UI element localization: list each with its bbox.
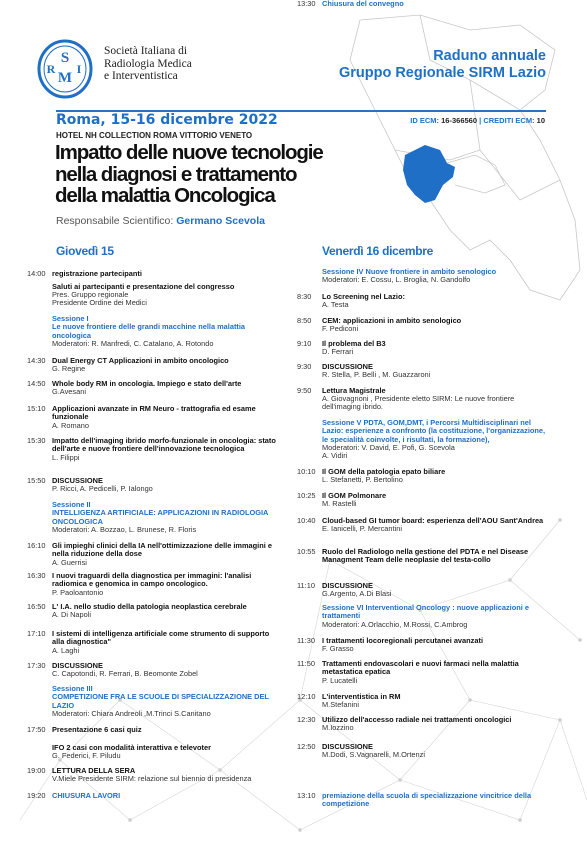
item-time: 15:10 <box>27 404 46 413</box>
item-title: Ruolo del Radiologo nella gestione del PDTA e nel Disease Managment Team delle neoplasie del testa-collo <box>322 547 529 565</box>
item-speakers: P. Ricci, A. Pedicelli, P. Ialongo <box>52 484 153 493</box>
item-speakers: A. Testa <box>322 300 349 309</box>
item-time: 11:30 <box>297 636 315 645</box>
item-title: DISCUSSIONE <box>52 661 103 670</box>
svg-text:M: M <box>57 70 73 86</box>
item-time: 14:50 <box>27 379 46 388</box>
lazio-map <box>385 115 555 215</box>
item-title: L'interventistica in RM <box>322 692 401 701</box>
item-speakers: A. Di Napoli <box>52 610 92 619</box>
item-speakers: E. Ianicelli, P. Mercantini <box>322 524 402 533</box>
item-time: 8:50 <box>297 316 312 325</box>
item-time: 10:10 <box>297 467 316 476</box>
item-time: 9:30 <box>297 362 312 371</box>
item-time: 9:10 <box>297 339 312 348</box>
item-title: CHIUSURA LAVORI <box>52 791 121 800</box>
item-title: LETTURA DELLA SERA <box>52 766 136 775</box>
item-title: L' I.A. nello studio della patologia neoplastica cerebrale <box>52 602 247 611</box>
item-speakers: A. Laghi <box>52 646 80 655</box>
society-name: Società Italiana di Radiologia Medica e Interventistica <box>104 45 192 82</box>
item-time: 10:55 <box>297 547 316 556</box>
item-speakers: M.Stefanini <box>322 700 359 709</box>
ecm-id: 16-366560 <box>441 116 478 125</box>
item-title: Lo Screening nel Lazio: <box>322 292 405 301</box>
item-time: 11:10 <box>297 581 315 590</box>
item-title: premiazione della scuola di specializzazione vincitrice della competizione <box>322 791 532 809</box>
item-speakers: R. Stella, P. Belli , M. Guazzaroni <box>322 370 431 379</box>
item-time: 11:50 <box>297 659 315 668</box>
item-time: 12:30 <box>297 715 316 724</box>
item-title: I trattamenti locoregionali percutanei avanzati <box>322 636 483 645</box>
item-speakers: A. Guerrisi <box>52 558 87 567</box>
item-title: Lettura Magistrale <box>322 386 386 395</box>
ecm-credits-label: CREDITI ECM: <box>483 116 535 125</box>
item-time: 17:10 <box>27 629 46 638</box>
item-speakers: Pres. Gruppo regionale Presidente Ordine dei Medici <box>52 290 147 308</box>
item-time: 9:50 <box>297 386 312 395</box>
day2-title: Venerdì 16 dicembre <box>322 244 434 258</box>
item-title: Applicazioni avanzate in RM Neuro - trattografia ed esame funzionale <box>52 404 256 422</box>
item-title: Sessione II INTELLIGENZA ARTIFICIALE: APPLICAZIONI IN RADIOLOGIA ONCOLOGICA <box>52 500 269 526</box>
item-title: Sessione III COMPETIZIONE FRA LE SCUOLE DI SPECIALIZZAZIONE DEL LAZIO <box>52 684 269 710</box>
item-time: 19:00 <box>27 766 46 775</box>
item-title: Chiusura del convegno <box>322 0 404 8</box>
page-title: Impatto delle nuove tecnologie nella diagnosi e trattamento della malattia Oncologica <box>55 141 323 207</box>
item-speakers: Moderatori: V. David, E. Pofi, G. Scevola A. Vidiri <box>322 443 455 461</box>
item-speakers: M. Rastelli <box>322 499 357 508</box>
item-title: Sessione VI Interventional Oncology : nuove applicazioni e trattamenti <box>322 603 529 621</box>
item-speakers: G. Regine <box>52 364 86 373</box>
item-title: I nuovi traguardi della diagnostica per immagini: l'analisi radiomica e genomica in campo oncologico. <box>52 571 252 589</box>
item-title: IFO 2 casi con modalità interattiva e televoter <box>52 743 211 752</box>
svg-text:I: I <box>76 62 82 76</box>
item-time: 12:10 <box>297 692 316 701</box>
venue: HOTEL NH COLLECTION ROMA VITTORIO VENETO <box>56 131 253 140</box>
sirm-logo <box>36 38 94 100</box>
item-time: 12:50 <box>297 742 316 751</box>
item-title: DISCUSSIONE <box>52 476 103 485</box>
ecm-id-label: ID ECM: <box>410 116 440 125</box>
day1-title: Giovedì 15 <box>56 244 114 258</box>
item-time: 15:30 <box>27 436 46 445</box>
item-title: Il GOM della patologia epato biliare <box>322 467 446 476</box>
item-title: Il problema del B3 <box>322 339 386 348</box>
item-title: DISCUSSIONE <box>322 362 373 371</box>
svg-text:R: R <box>46 62 56 76</box>
item-speakers: F. Grasso <box>322 644 354 653</box>
item-title: Gli impieghi clinici della IA nell'ottimizzazione delle immagini e nella riduzione della dose <box>52 541 272 559</box>
item-speakers: A. Giovagnoni , Presidente eletto SIRM: Le nuove frontiere dell'imaging ibrido. <box>322 394 515 412</box>
item-speakers: V.Miele Presidente SIRM: relazione sul biennio di presidenza <box>52 774 252 783</box>
item-time: 10:40 <box>297 516 316 525</box>
item-title: Impatto dell'imaging ibrido morfo-funzionale in oncologia: stato dell'arte e nuove frontiere dell'innovazione tecnologica <box>52 436 276 454</box>
item-speakers: P. Lucatelli <box>322 676 358 685</box>
item-speakers: L. Stefanetti, P. Bertolino <box>322 475 403 484</box>
item-speakers: Moderatori: A. Bozzao, L. Brunese, R. Floris <box>52 525 197 534</box>
item-title: Cloud-based GI tumor board: esperienza dell'AOU Sant'Andrea <box>322 516 544 525</box>
item-title: Il GOM Polmonare <box>322 491 387 500</box>
event-date: Roma, 15-16 dicembre 2022 <box>56 112 278 128</box>
item-time: 14:30 <box>27 356 46 365</box>
item-speakers: D. Ferrari <box>322 347 354 356</box>
item-speakers: F. Pediconi <box>322 324 359 333</box>
item-time: 10:25 <box>297 491 316 500</box>
item-time: 13:30 <box>297 0 316 8</box>
item-speakers: G.Argento, A.Di Blasi <box>322 589 392 598</box>
item-title: Sessione V PDTA, GOM,DMT, i Percorsi Multidisciplinari nel Lazio: esperienze a confronto (la costituzione, l'organizzazione, le specialità coinvolte, i risultati, la formazione), <box>322 418 546 444</box>
item-speakers: L. Filippi <box>52 453 80 462</box>
item-time: 19:20 <box>27 791 46 800</box>
scientific-lead: Responsabile Scientifico: Germano Scevola <box>56 215 265 227</box>
item-speakers: Moderatori: A.Orlacchio, M.Rossi, C.Ambrog <box>322 620 468 629</box>
item-time: 14:00 <box>27 269 46 278</box>
ecm-credits: 10 <box>536 116 545 125</box>
item-time: 13:10 <box>297 791 316 800</box>
item-speakers: M.Iozzino <box>322 723 354 732</box>
item-speakers: M.Dodi, S.Vagnarelli, M.Ortenzi <box>322 750 425 759</box>
item-speakers: G.Avesani <box>52 387 86 396</box>
item-title: Dual Energy CT Applicazioni in ambito oncologico <box>52 356 229 365</box>
item-time: 15:50 <box>27 476 46 485</box>
item-speakers: Moderatori: R. Manfredi, C. Catalano, A. Rotondo <box>52 339 214 348</box>
item-speakers: C. Capotondi, R. Ferrari, B. Beomonte Zobel <box>52 669 198 678</box>
item-title: Sessione IV Nuove frontiere in ambito senologico <box>322 267 497 276</box>
item-time: 16:30 <box>27 571 46 580</box>
item-title: CEM: applicazioni in ambito senologico <box>322 316 462 325</box>
item-time: 8:30 <box>297 292 312 301</box>
item-time: 16:50 <box>27 602 46 611</box>
item-title: Utilizzo dell'accesso radiale nei trattamenti oncologici <box>322 715 512 724</box>
item-speakers: A. Romano <box>52 421 89 430</box>
ecm-separator: | <box>479 116 482 125</box>
item-title: registrazione partecipanti <box>52 269 142 278</box>
item-time: 17:30 <box>27 661 46 670</box>
item-title: DISCUSSIONE <box>322 581 373 590</box>
item-title: Trattamenti endovascolari e nuovi farmaci nella malattia metastatica epatica <box>322 659 519 677</box>
item-title: DISCUSSIONE <box>322 742 373 751</box>
ecm-info <box>410 116 545 125</box>
item-title: I sistemi di intelligenza artificiale come strumento di supporto alla diagnostica" <box>52 629 270 647</box>
event-header: Raduno annuale Gruppo Regionale SIRM Lazio <box>338 48 546 81</box>
item-title: Saluti ai partecipanti e presentazione del congresso <box>52 282 235 291</box>
item-time: 17:50 <box>27 725 46 734</box>
svg-text:S: S <box>60 50 70 66</box>
item-speakers: Moderatori: Chiara Andreoli ,M.Trinci S.Canitano <box>52 709 211 718</box>
item-title: Whole body RM in oncologia. Impiego e stato dell'arte <box>52 379 242 388</box>
item-title: Presentazione 6 casi quiz <box>52 725 142 734</box>
item-time: 16:10 <box>27 541 46 550</box>
item-speakers: P. Paoloantonio <box>52 588 104 597</box>
item-title: Sessione I Le nuove frontiere delle grandi macchine nella malattia oncologica <box>52 314 246 340</box>
item-speakers: Moderatori: E. Cossu, L. Broglia, N. Gandolfo <box>322 275 471 284</box>
item-speakers: G. Federici, F. Piludu <box>52 751 121 760</box>
